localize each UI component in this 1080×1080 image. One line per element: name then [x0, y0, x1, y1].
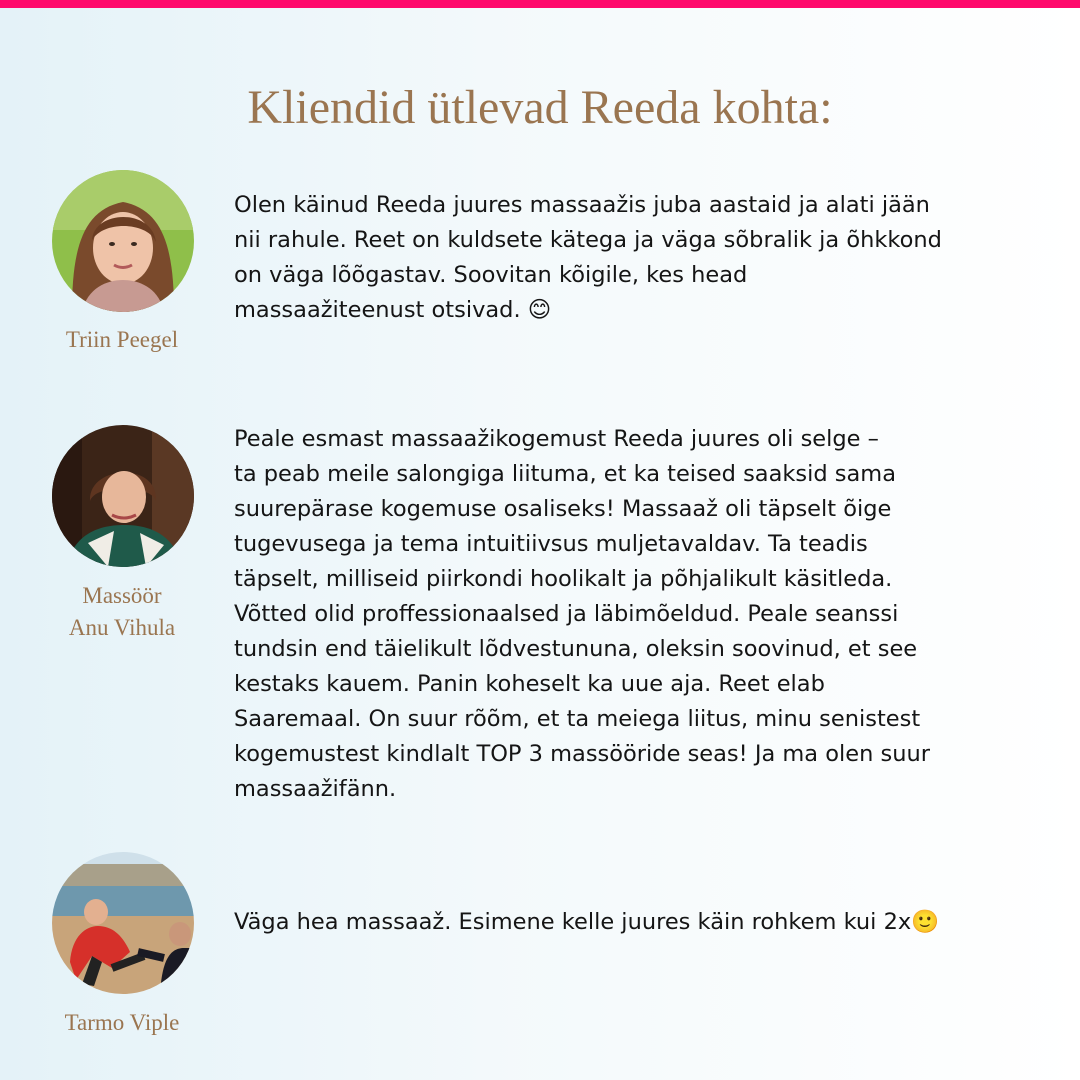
reviewer-name: Triin Peegel: [65, 327, 179, 352]
testimonial-text: Olen käinud Reeda juures massaažis juba aastaid ja alati jään nii rahule. Reet on kuldsete kätega ja väga sõbralik ja õhkkond on väga lõõgastav. Soovitan kõigile, kes head massaažiteenust otsivad. 😊: [234, 192, 942, 323]
avatar: [52, 425, 194, 567]
avatar: [52, 170, 194, 312]
testimonial-text: Väga hea massaaž. Esimene kelle juures käin rohkem kui 2x🙂: [234, 909, 940, 935]
testimonial-text: Peale esmast massaažikogemust Reeda juures oli selge – ta peab meile salongiga liituma, et ka teised saaksid sama suurepärase kogemuse osaliseks! Massaaž oli täpselt õige tugevusega ja tema intuitiivsus muljetavaldav. Ta teadis täpselt, milliseid piirkondi hoolikalt ja põhjalikult käsitleda. Võtted olid proffessionaalsed ja läbimõeldud. Peale seanssi tundsin end täielikult lõdvestununa, oleksin soovinud, et see kestaks kauem. Panin koheselt ka uue aja. Reet elab Saaremaal. On suur rõõm, et ta meiega liitus, minu senistest kogemustest kindlalt TOP 3 massööride seas! Ja ma olen suur massaažifänn.: [234, 426, 931, 802]
accent-top-bar: [0, 0, 1080, 8]
reviewer-name: Massöör Anu Vihula: [68, 583, 176, 640]
avatar: [52, 852, 194, 994]
reviewer-name: Tarmo Viple: [64, 1010, 180, 1035]
page-title: Kliendid ütlevad Reeda kohta:: [247, 81, 833, 134]
